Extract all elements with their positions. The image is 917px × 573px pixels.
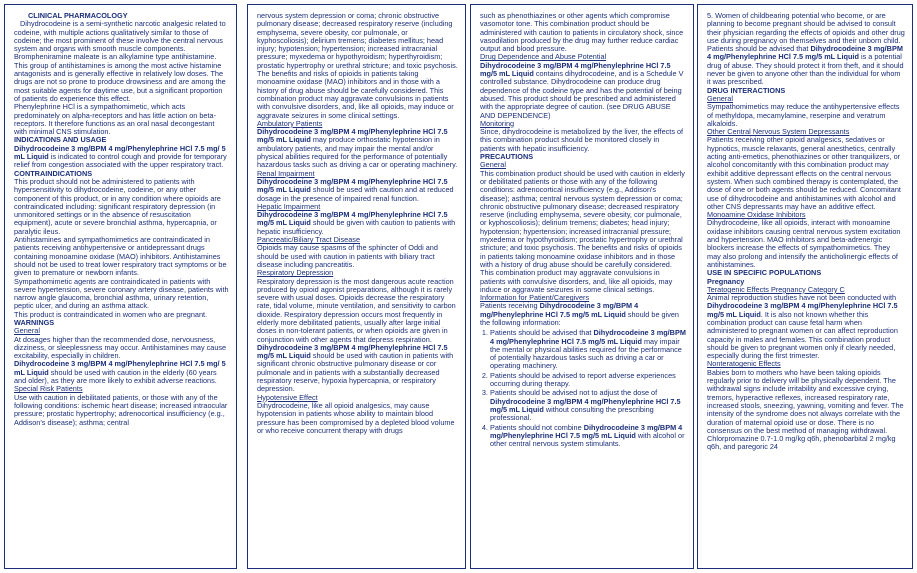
mao-inhibitors-subheading: Monoamine Oxidase Inhibitors <box>707 210 806 220</box>
hypotensive-continued: such as phenothiazines or other agents which compromise vasomotor tone. This combination product should be administered with caution to patients in circulatory shock, since vasodilation produced by the drug may further reduce cardiac output and blood pressure. <box>480 11 684 54</box>
respiratory-text: should be used with caution in patients with significant chronic obstructive pulmonary disease or cor pulmonale and in patients with a substantially decreased respiratory reserve, hypoxia hypercapnia, or respiratory depression. <box>257 351 454 394</box>
mao-inhibitors-para: Dihydrocodeine, like all opioids, interact with monoamine oxidase inhibitors causing central nervous system excitation and hypertension. MAO inhibitors and beta-adrenergic blockers increase the effects of sympathomimetics. They may also prolong and intensify the anticholinergic effects of antihistamines. <box>707 218 901 269</box>
column-2 <box>247 4 466 569</box>
patient-info-intro-b: should be given the following information: <box>480 309 679 327</box>
list-item-text: with alcohol or other central nervous system stimulants. <box>490 430 685 449</box>
product-name: Dihydrocodeine 3 mg/BPM 4 mg/Phenylephrine HCl 7.5 mg/5 mL Liquid <box>490 328 686 346</box>
precautions-heading: PRECAUTIONS <box>480 152 534 162</box>
monitoring-subheading: Monitoring <box>480 118 515 128</box>
precautions-general-subheading: General <box>480 160 506 170</box>
dependence-para <box>480 62 686 120</box>
list-item-5: 5. Women of childbearing potential who become, or are planning to become pregnant should be advised to consult their physician regarding the effects of opioids and other drug use during pregnancy on themselves and their unborn child. <box>707 11 905 45</box>
clinical-para-2: Brompheniramine maleate is an alkylamine type antihistamine. This group of antihistamines is among the most active histamine antagonists and is generally effective in relatively low doses. The drugs are not so prone to produce drowsiness and are among the most suitable agents for daytime use, but a significant proportion of patients do experience this effect. <box>14 52 226 103</box>
product-name: Dihydrocodeine 3 mg/BPM 4 mg/Phenylephrine HCl 7.5 mg/5 mL Liquid <box>257 127 448 145</box>
warnings-general-subheading: General <box>14 326 40 336</box>
pancreatic-subheading: Pancreatic/Biliary Tract Disease <box>257 235 361 245</box>
cns-depressants-subheading: Other Central Nervous System Depressants <box>707 127 850 137</box>
teratogenic-subheading: Teratogenic Effects Pregnancy Category C <box>707 284 845 294</box>
abuse-advice-b: is a potential drug of abuse. They should protect it from theft, and it should never be given to anyone other than the individual for whom it was prescribed. <box>707 52 904 87</box>
product-name: Dihydrocodeine 3 mg/BPM 4 mg/Phenylephrine HCl 7.5 mg/5 mL Liquid <box>707 44 903 62</box>
hepatic-para <box>257 211 458 236</box>
warnings-heading: WARNINGS <box>14 317 55 327</box>
teratogenic-para <box>707 294 905 360</box>
cns-depressants-para: Patients receiving other opioid analgesics, sedatives or hypnotics, muscle relaxants, general anesthetics, centrally acting anti-emetics, phenothiazines or other tranquilizers, or alcohol concomitantly with this combination product may exhibit additive depressant effects on the central nervous system. When such combined therapy is contemplated, the dose of one or both agents should be reduced. Concomitant use of dihydrocodeine and antihistamines with alcohol and other CNS depressants may have an additive effect. <box>707 135 901 211</box>
abuse-advice-para <box>707 45 905 86</box>
special-risk-para: Use with caution in debilitated patients, or those with any of the following conditions: ischemic heart disease; increased intraocular pressure; prostatic hypertrophy; adrenocortical insufficiency (e.g., Addison's disease); asthma; central <box>14 392 228 427</box>
monitoring-para: Since, dihydrocodeine is metabolized by the liver, the effects of this combination product should be monitored closely in patients with hepatic insufficiency. <box>480 127 684 153</box>
pregnancy-label: Pregnancy <box>707 276 745 286</box>
product-name: Dihydrocodeine 3 mg/BPM 4 mg/Phenylephrine HCl 7.5 mg/5 mL Liquid <box>257 342 448 361</box>
renal-text: should be used with caution and at reduced dosage in the presence of impaired renal function. <box>257 185 454 203</box>
abuse-advice-a: Patients should be advised that <box>707 44 811 54</box>
dependence-text: contains dihydrocodeine, and is a Schedule V controlled substance. Dihydrocodeine can produce drug dependence of the codeine type and has the potential of being abused. This product should be prescribed and administered with the appropriate degree of caution. (see DRUG ABUSE AND DEPENDENCE) <box>480 69 684 120</box>
contra-para-2: Antihistamines and sympathomimetics are contraindicated in patients receiving antihypertensive or antidepressant drugs containing monoamine oxidase (MAO) inhibitors. Antihistamines should not be used to treat lower respiratory tract symptoms or be given to premature or newborn infants. <box>14 235 227 278</box>
product-name: Dihydrocodeine 3 mg/BPM 4 mg/Phenylephrine HCl 7.5 mg/ 5 mL Liquid <box>14 359 226 377</box>
respiratory-subheading: Respiratory Depression <box>257 268 334 278</box>
warnings-para-1: At dosages higher than the recommended dose, nervousness, dizziness, or sleeplessness may occur. Antihistamines may cause excitability, especially in children. <box>14 334 227 361</box>
clinical-para-1: Dihydrocodeine is a semi-synthetic narcotic analgesic related to codeine, with multiple actions qualitatively similar to those of codeine; the most prominent of these involve the central nervous system and organs with smooth muscle components. <box>14 19 226 54</box>
specific-populations-heading: USE IN SPECIFIC POPULATIONS <box>707 268 822 278</box>
patient-info-subheading: Information for Patient/Caregivers <box>480 293 590 303</box>
list-item-text: Patients should be advised that <box>490 328 594 338</box>
product-name: Dihydrocodeine 3 mg/BPM 4 mg/Phenylephrine HCl 7.5 mg/5 mL Liquid <box>257 176 448 195</box>
contra-para-1: This product should not be administered to patients with hypersensitivity to dihydrocodeine, codeine, or any other component of this product, or in any condition where opioids are contraindicated including: significant respiratory depression (in unmonitored settings or in the absence of resuscitation equipment), acute or severe bronchial asthma, hypercapnia, or paralytic ileus. <box>14 176 221 236</box>
warnings-para-2 <box>14 360 229 385</box>
patient-info-intro <box>480 302 686 327</box>
renal-para <box>257 178 458 203</box>
indications-para <box>14 145 229 170</box>
indications-heading: INDICATIONS AND USAGE <box>14 135 107 145</box>
product-name: Dihydrocodeine 3 mg/BPM 4 mg/Phenylephrine HCl 7.5 mg/5 mL Liquid <box>480 301 639 319</box>
product-name: Dihydrocodeine 3 mg/BPM 4 mg/Phenylephrine HCl 7.5 mg/5 mL Liquid <box>490 422 683 440</box>
patient-info-list <box>480 329 686 448</box>
precautions-para: This combination product should be used with caution in elderly or debilitated patients or those with any of the following conditions: adrenocortical insufficiency (e.g., Addison's disease); asthma; central nervous system depression or coma; chronic obstructive pulmonary disease; decreased respiratory reserve (including emphysema, severe obesity, cor pulmonale, or kyphoscoliosis); delirium tremens; diabetes; head injury; hypotension; hypertension; increased intracranial pressure; myxedema or hypothyroidism; prostatic hypertrophy or urethral stricture; and toxic psychosis. The benefits and risks of opioids in patients taking monoamine oxidase inhibitors and in those with a history of drug abuse should be carefully considered. This combination product may aggravate convulsions in patients with convulsive disorders, and, like all opioids, may induce or aggravate seizures in some clinical settings. <box>480 168 685 294</box>
list-item-text: may impair the mental or physical abilities required for the performance of potentially hazardous tasks such as driving a car or operating machinery. <box>490 336 682 371</box>
ambulatory-text: may produce orthostatic hypotension in ambulatory patients, and may impair the mental and/or physical abilities required for the performance of potentially hazardous tasks such as driving a car or operating machinery. <box>257 135 458 170</box>
product-name: Dihydrocodeine 3 mg/BPM 4 mg/Phenylephrine HCl 7.5 mg/5 mL Liquid <box>257 210 448 228</box>
clinical-para-3: Phenylephrine HCl is a sympathomimetic, which acts predominately on alpha-receptors and has little action on beta-receptors. It therefore functions as an oral nasal decongestant with minimal CNS stimulation. <box>14 102 217 137</box>
hepatic-text: should be given with caution to patients with hepatic insufficiency. <box>257 218 456 236</box>
ambulatory-para <box>257 128 458 169</box>
column-3 <box>470 4 694 569</box>
renal-subheading: Renal Impairment <box>257 168 315 178</box>
pancreatic-para: Opioids may cause spasms of the sphincter of Oddi and should be used with caution in patients with biliary tract disease including pancreatitis. <box>257 243 438 269</box>
dependence-subheading: Drug Dependence and Abuse Potential <box>480 52 607 62</box>
contra-para-4: This product is contraindicated in women who are pregnant. <box>14 309 208 319</box>
nonteratogenic-para: Babies born to mothers who have been taking opioids regularly prior to delivery will be physically dependent. The withdrawal signs include irritability and excessive crying, tremors, hyperactive reflexes, increased respiratory rate, increased stools, sneezing, yawning, vomiting and fever. The intensity of the syndrome does not always correlate with the duration of maternal opioid use or dose. There is no consensus on the best method of managing withdrawal. Chlorpromazine 0.7-1.0 mg/kg q6h, phenobarbital 2 mg/kg q6h, and paregoric 24 <box>707 367 904 452</box>
list-item-text: without consulting the prescribing professional. <box>490 404 654 423</box>
special-risk-continued: nervous system depression or coma; chronic obstructive pulmonary disease; decreased respiratory reserve (including emphysema, severe obesity, cor pulmonale, or kyphoscoliosis); delirium tremens; diabetes mellitus; head injury; hypotension; hypertension; increased intracranial pressure; myxedema or hypothyroidism; hyperthyroidism; prostatic hypertrophy or urethral stricture; and toxic psychosis. The benefits and risks of opioids in patients taking monoamine oxidase (MAO) inhibitors and in those with a history of drug abuse should be carefully considered. This combination product may aggravate convulsions in patients with convulsive disorders, and, like all opioids, may induce or aggravate seizures in some clinical settings. <box>257 11 458 120</box>
hypotensive-para: Dihydrocodeine, like all opioid analgesics, may cause hypotension in patients whose ability to maintain blood pressure has been compromised by a depleted blood volume or who receive concurrent therapy with drugs <box>257 400 455 435</box>
list-item <box>490 389 686 422</box>
contra-para-3: Sympathomimetic agents are contraindicated in patients with severe hypertension, severe coronary artery disease, patients with narrow angle glaucoma, bronchial asthma, urinary retention, peptic ulcer, and during an asthma attack. <box>14 276 229 311</box>
hypotensive-subheading: Hypotensive Effect <box>257 392 318 402</box>
nonteratogenic-subheading: Nonteratogenic Effects <box>707 359 781 369</box>
list-item <box>490 424 686 449</box>
hepatic-subheading: Hepatic Impairment <box>257 201 321 211</box>
indications-text: is indicated to control cough and provide for temporary relief from congestion associated with the upper respiratory tract. <box>14 152 227 170</box>
interactions-general-para: Sympathomimetics may reduce the antihypertensive effects of methyldopa, mecamylamine, reserpine and veratrum alkaloids. <box>707 102 900 128</box>
respiratory-para-2 <box>257 344 458 394</box>
special-risk-subheading: Special Risk Patients <box>14 384 83 394</box>
drug-interactions-heading: DRUG INTERACTIONS <box>707 85 786 95</box>
list-item: 2. Patients should be advised to report adverse experiences occurring during therapy. <box>490 372 686 389</box>
teratogenic-b: . It is also not known whether this combination product can cause fetal harm when administered to pregnant women or can affect reproduction capacity in males and females. This combination product should be given to pregnant women only if clearly needed, especially during the first trimester. <box>707 309 898 361</box>
interactions-general-subheading: General <box>707 93 733 103</box>
column-1 <box>4 4 237 569</box>
ambulatory-subheading: Ambulatory Patients <box>257 118 323 128</box>
list-item-text: Patients should be advised not to adjust the dose of <box>490 388 658 398</box>
product-name: Dihydrocodeine 3 mg/BPM 4 mg/Phenylephrine HCl 7.5 mg/5 mL Liquid <box>480 60 671 79</box>
warnings-text: should be used with caution in the elderly (60 years and older), as they are more likely to exhibit adverse reactions. <box>14 367 217 386</box>
product-name: Dihydrocodeine 3 mg/BPM 4 mg/Phenylephrine HCl 7.5 mg/5 mL Liquid <box>707 301 898 319</box>
patient-info-intro-a: Patients receiving <box>480 301 540 311</box>
product-name: Dihydrocodeine 3 mg/BPM 4 mg/Phenylephrine HCl 7.5 mg/ 5 mL Liquid <box>14 143 226 162</box>
teratogenic-a: Animal reproduction studies have not been conducted with <box>707 293 897 303</box>
product-name: Dihydrocodeine 3 mg/BPM 4 mg/Phenylephrine HCl 7.5 mg/5 mL Liquid <box>490 396 681 414</box>
contraindications-heading: CONTRAINDICATIONS <box>14 168 93 178</box>
list-item-text: Patients should not combine <box>490 422 584 432</box>
column-4 <box>697 4 913 569</box>
respiratory-para-1: Respiratory depression is the most dangerous acute reaction produced by opioid agonist preparations, although it is rarely severe with usual doses. Opioids decrease the respiratory rate, tidal volume, minute ventilation, and sensitivity to carbon dioxide. Respiratory depression occurs most frequently in elderly more debilitated patients, usually after large initial doses in non-tolerant patients, or when opioids are given in conjunction with other agents that depress respiration. <box>257 276 456 344</box>
clinical-pharmacology-heading: CLINICAL PHARMACOLOGY <box>28 11 128 20</box>
list-item <box>490 329 686 370</box>
